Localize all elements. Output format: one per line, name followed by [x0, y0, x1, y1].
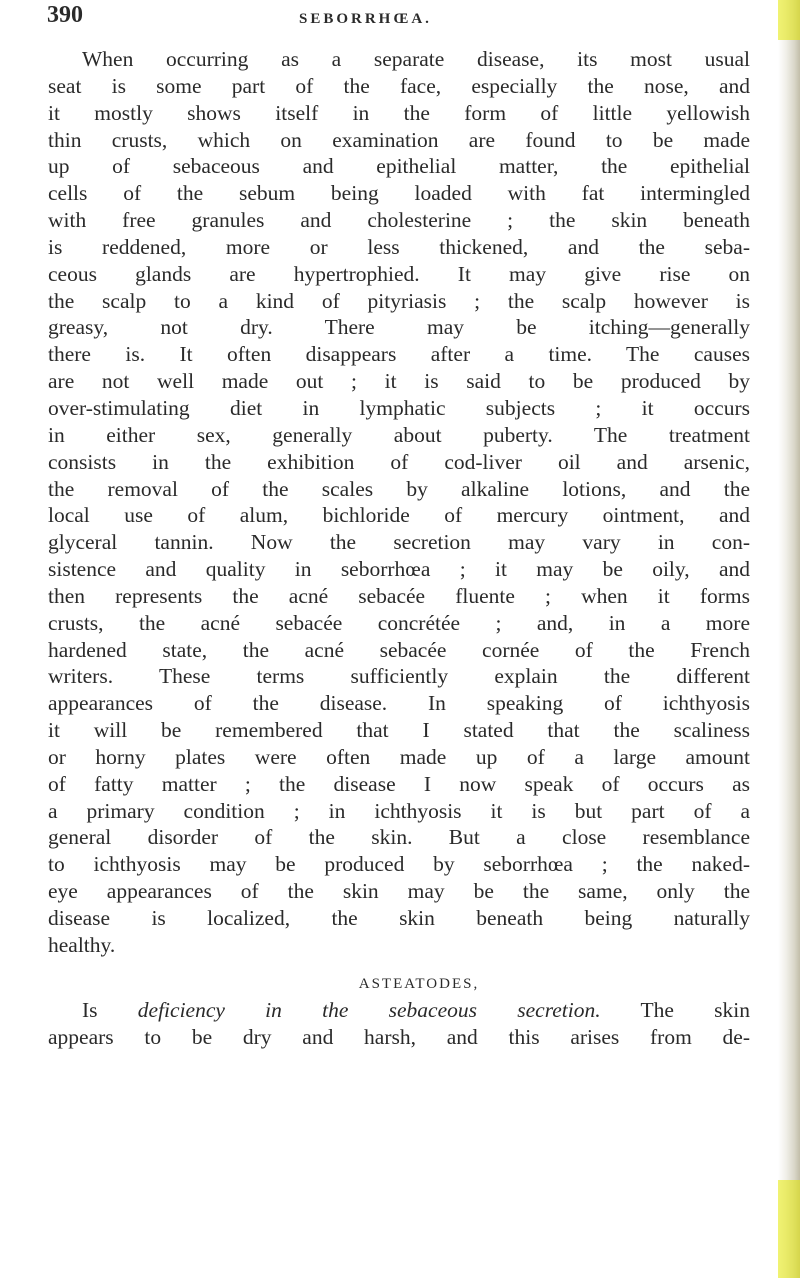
text-line: writers. These terms sufficiently explain the different — [48, 664, 750, 689]
text-line: the scalp to a kind of pityriasis ; the scalp however is — [48, 288, 750, 313]
italic-definition: deficiency in the sebaceous secretion. — [137, 997, 601, 1022]
text-line: eye appearances of the skin may be the same, only the — [48, 879, 750, 904]
text-line: consists in the exhibition of cod-liver oil and arsenic, — [48, 449, 750, 474]
text-line: thin crusts, which on examination are found to be made — [48, 127, 750, 152]
text-line: When occurring as a separate disease, its most usual — [82, 47, 750, 71]
text-line: glyceral tannin. Now the secretion may vary in con- — [48, 530, 750, 555]
text-line: are not well made out ; it is said to be produced by — [48, 369, 750, 394]
text-line: or horny plates were often made up of a large amount — [48, 744, 750, 769]
text-line: cells of the sebum being loaded with fat intermingled — [48, 181, 750, 206]
text-line: disease is localized, the skin beneath being naturally — [48, 906, 750, 930]
text-line: healthy. — [48, 932, 116, 957]
text-line: it will be remembered that I stated that the scaliness — [48, 718, 750, 743]
text-line: crusts, the acné sebacée concrétée ; and, in a more — [48, 610, 750, 635]
running-head — [47, 2, 752, 34]
text-line: in either sex, generally about puberty. The treatment — [48, 422, 750, 447]
page-number: 390 — [47, 2, 83, 28]
text-line: seat is some part of the face, especially the nose, and — [48, 73, 750, 98]
text-line: sistence and quality in seborrhœa ; it may be oily, and — [48, 557, 750, 582]
text-line: it mostly shows itself in the form of little yellowish — [48, 100, 750, 125]
text-line: the removal of the scales by alkaline lotions, and the — [48, 476, 750, 501]
text-line: then represents the acné sebacée fluente ; when it forms — [48, 583, 750, 608]
running-title: SEBORRHŒA. — [299, 11, 432, 27]
text-line: with free granules and cholesterine ; the skin beneath — [48, 208, 750, 233]
text-line: greasy, not dry. There may be itching—generally — [48, 315, 750, 340]
text-line: over-stimulating diet in lymphatic subjects ; it occurs — [48, 395, 750, 420]
text-line: a primary condition ; in ichthyosis it is but part of a — [48, 798, 750, 823]
text-line: is reddened, more or less thickened, and the seba- — [48, 234, 750, 259]
body-text — [48, 46, 750, 1050]
paragraph-asteatodes — [48, 997, 750, 1051]
text-line: hardened state, the acné sebacée cornée of the French — [48, 637, 750, 662]
text-line: appears to be dry and harsh, and this arises from de- — [48, 1024, 750, 1049]
text-run: The skin — [600, 997, 751, 1022]
text-line: there is. It often disappears after a time. The causes — [48, 342, 750, 367]
text-line: of fatty matter ; the disease I now speak of occurs as — [48, 771, 750, 796]
text-line: ceous glands are hypertrophied. It may give rise on — [48, 261, 750, 286]
text-run: Is — [82, 997, 138, 1022]
text-line: to ichthyosis may be produced by seborrhœa ; the naked- — [48, 852, 750, 877]
text-line — [48, 997, 750, 1024]
page-edge-shadow — [778, 0, 800, 1278]
section-heading-asteatodes: ASTEATODES, — [358, 975, 480, 992]
text-line: appearances of the disease. In speaking of ichthyosis — [48, 691, 750, 716]
text-line: general disorder of the skin. But a close resemblance — [48, 825, 750, 850]
text-line: up of sebaceous and epithelial matter, the epithelial — [48, 154, 750, 179]
paragraph-seborrhoea — [48, 46, 750, 959]
text-line: local use of alum, bichloride of mercury ointment, and — [48, 503, 750, 528]
